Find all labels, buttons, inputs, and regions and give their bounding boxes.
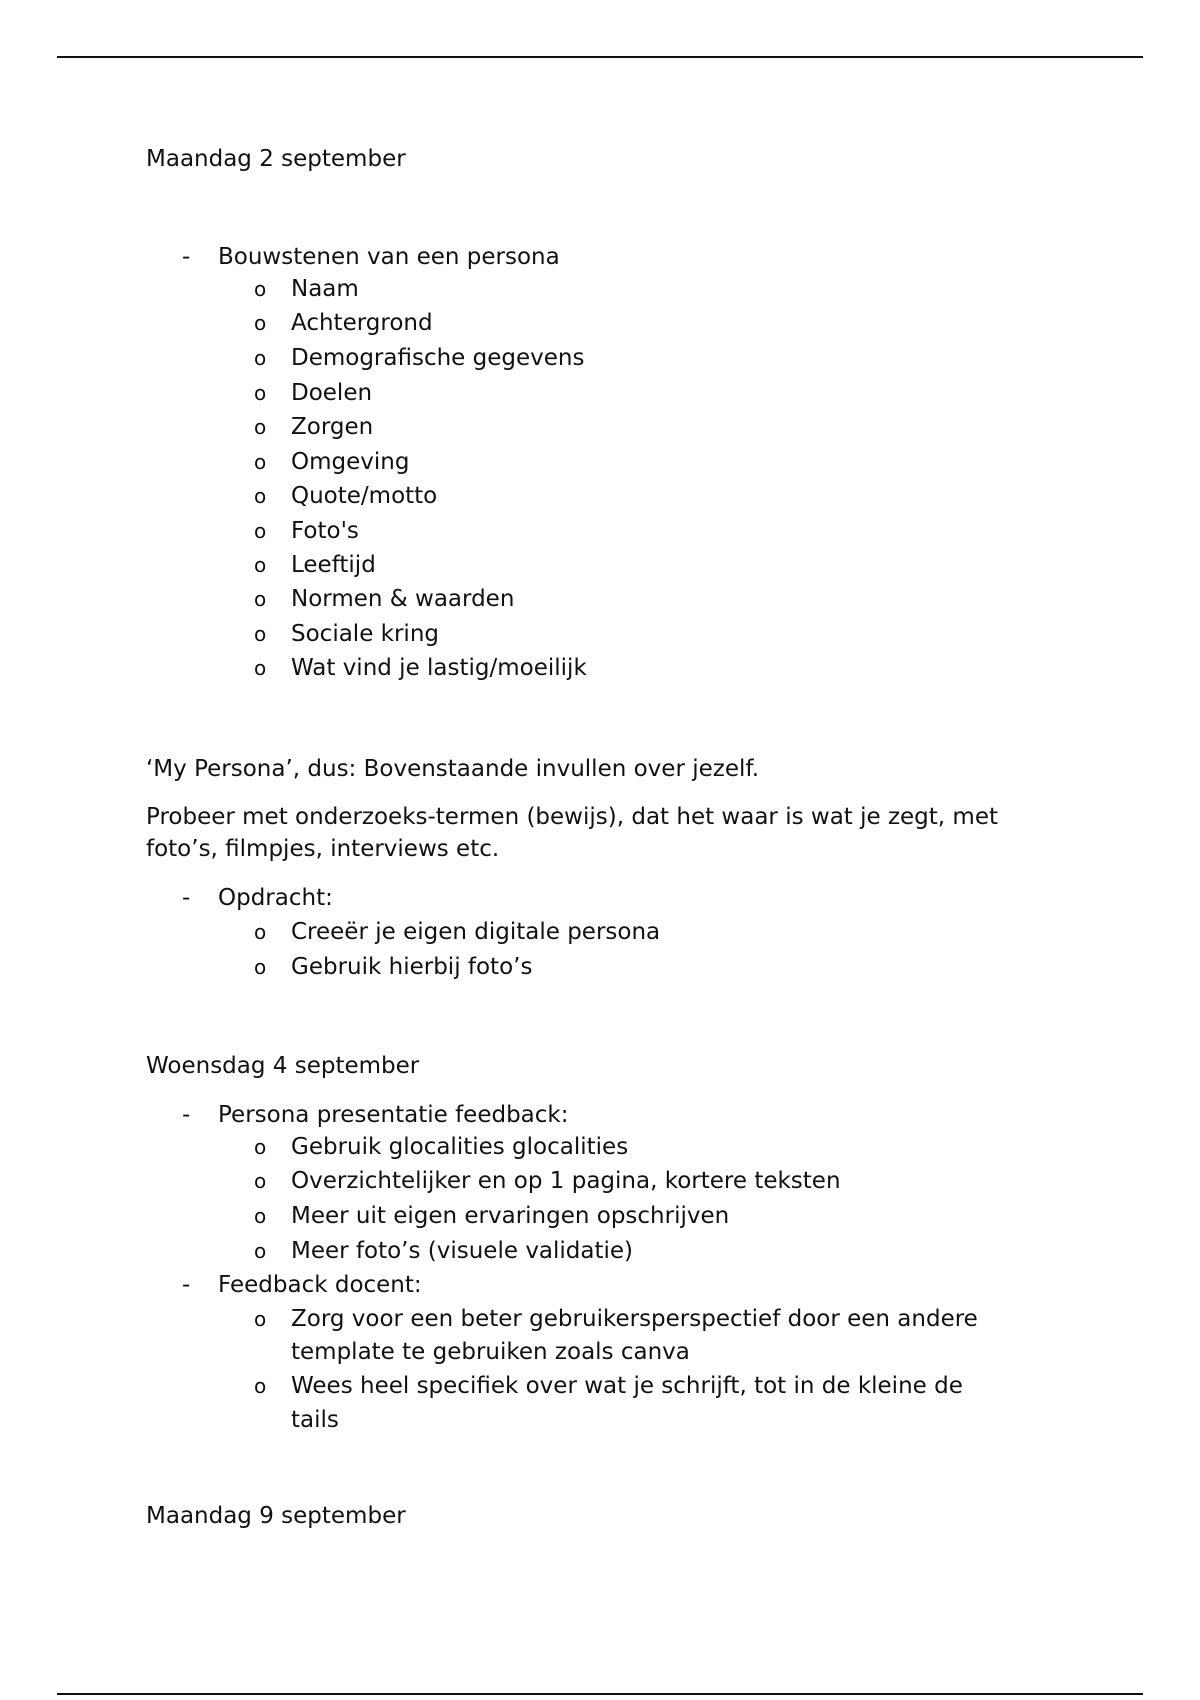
sub-item-line: tails (291, 1407, 339, 1433)
sub-item: Achtergrond (291, 310, 433, 336)
bullet-marker: o (254, 346, 267, 370)
sub-item-line: template te gebruiken zoals canva (291, 1339, 690, 1365)
bullet-marker: o (254, 955, 267, 979)
sub-item-line: Zorg voor een beter gebruikersperspectief door een andere (291, 1306, 978, 1332)
list-item-persona-presentatie-feedback: Persona presentatie feedback: (218, 1102, 569, 1128)
bullet-marker: o (254, 311, 267, 335)
sub-item: Leeftijd (291, 552, 376, 578)
bullet-marker: o (254, 450, 267, 474)
section-heading-woensdag-4-september: Woensdag 4 september (146, 1053, 420, 1079)
footer-rule (57, 1693, 1143, 1695)
sub-item: Meer uit eigen ervaringen opschrijven (291, 1203, 730, 1229)
sub-item: Naam (291, 276, 359, 302)
sub-item: Creeër je eigen digitale persona (291, 919, 661, 945)
sub-item-line: Wees heel specifiek over wat je schrijft, tot in de kleine de (291, 1373, 963, 1399)
bullet-marker: o (254, 656, 267, 680)
bullet-marker: o (254, 1374, 267, 1398)
list-dash: - (182, 1272, 191, 1298)
sub-item: Demografische gegevens (291, 345, 585, 371)
bullet-marker: o (254, 415, 267, 439)
bullet-marker: o (254, 381, 267, 405)
sub-item: Doelen (291, 380, 373, 406)
bullet-marker: o (254, 1135, 267, 1159)
sub-item: Gebruik hierbij foto’s (291, 954, 533, 980)
sub-item: Wat vind je lastig/moeilijk (291, 655, 587, 681)
bullet-marker: o (254, 920, 267, 944)
sub-item: Gebruik glocalities glocalities (291, 1134, 629, 1160)
bullet-marker: o (254, 484, 267, 508)
header-rule (57, 56, 1143, 58)
sub-item: Quote/motto (291, 483, 438, 509)
bullet-marker: o (254, 1204, 267, 1228)
sub-item: Normen & waarden (291, 586, 515, 612)
list-item-opdracht: Opdracht: (218, 885, 333, 911)
sub-item: Meer foto’s (visuele validatie) (291, 1238, 634, 1264)
bullet-marker: o (254, 553, 267, 577)
bullet-marker: o (254, 1307, 267, 1331)
list-item-bouwstenen: Bouwstenen van een persona (218, 244, 560, 270)
list-item-feedback-docent: Feedback docent: (218, 1272, 422, 1298)
paragraph-my-persona: ‘My Persona’, dus: Bovenstaande invullen over jezelf. (146, 756, 760, 782)
sub-item: Foto's (291, 518, 359, 544)
bullet-marker: o (254, 587, 267, 611)
sub-item: Overzichtelijker en op 1 pagina, kortere teksten (291, 1168, 841, 1194)
sub-item: Sociale kring (291, 621, 439, 647)
list-dash: - (182, 244, 191, 270)
paragraph-onderzoek-line-1: Probeer met onderzoeks-termen (bewijs), dat het waar is wat je zegt, met (146, 804, 998, 830)
bullet-marker: o (254, 622, 267, 646)
section-heading-maandag-2-september: Maandag 2 september (146, 146, 406, 172)
section-heading-maandag-9-september: Maandag 9 september (146, 1503, 406, 1529)
bullet-marker: o (254, 1169, 267, 1193)
bullet-marker: o (254, 1239, 267, 1263)
list-dash: - (182, 885, 191, 911)
sub-item: Omgeving (291, 449, 410, 475)
bullet-marker: o (254, 519, 267, 543)
bullet-marker: o (254, 277, 267, 301)
list-dash: - (182, 1102, 191, 1128)
sub-item: Zorgen (291, 414, 374, 440)
paragraph-onderzoek-line-2: foto’s, filmpjes, interviews etc. (146, 836, 500, 862)
